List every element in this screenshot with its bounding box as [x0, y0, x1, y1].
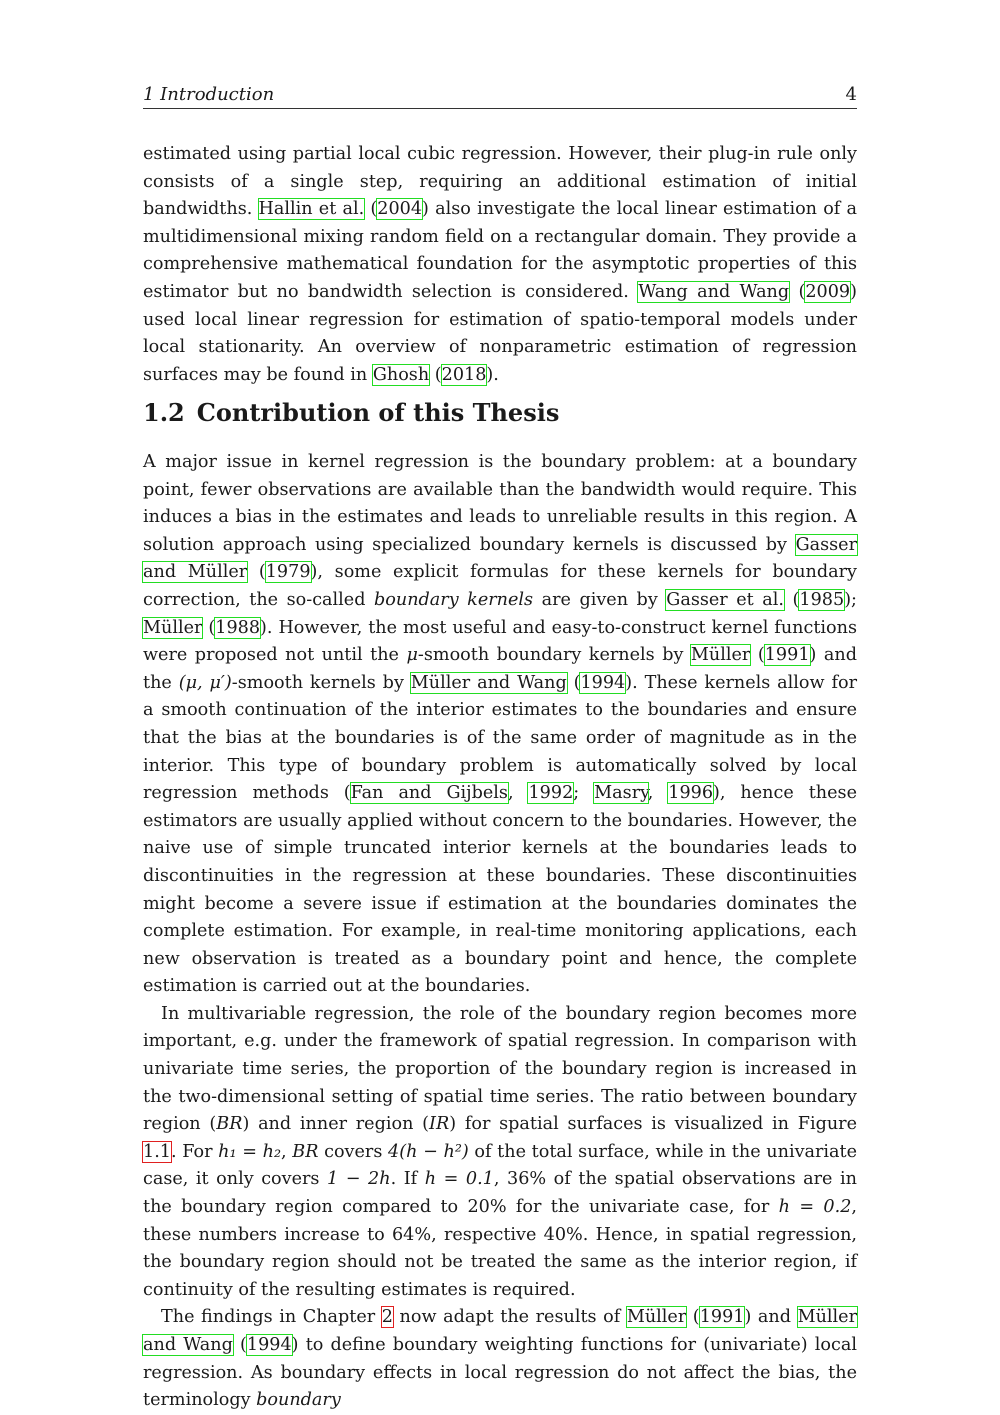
citation-year-link[interactable]: 1991 [699, 1307, 745, 1328]
text: . These kernels allow for a smooth continuation of the interior estimates to the boundaries and ensure that the bias at the boundaries is of the same order of magnitude as in the interior. This type of boundary problem is automatically solved by local regression methods ( [143, 672, 857, 804]
text: , [281, 1141, 293, 1162]
citation-link[interactable]: Müller [626, 1307, 687, 1328]
text: A major issue in kernel regression is the boundary problem: at a boundary point, fewer observations are available than the bandwidth would require. This induces a bias in the estimates and leads to unreliable results in this region. A solution approach using specialized boundary kernels is discussed by [143, 452, 857, 555]
text: used local linear regression for estimation of spatio-temporal models under local stationarity. An overview of nonparametric estimation of regression surfaces may be found in [143, 309, 857, 385]
chapter-title: 1 Introduction [143, 84, 275, 105]
text: now adapt the results of [392, 1307, 627, 1328]
math: (μ, μ′) [178, 672, 232, 693]
text: of the total surface, while in the univariate case, it only covers [143, 1141, 858, 1190]
text: and the [143, 645, 857, 693]
section-title: Contribution of this Thesis [196, 398, 560, 427]
text: -smooth kernels by [231, 672, 411, 693]
text: and [751, 1307, 798, 1328]
citation-link[interactable]: Müller and Wang [143, 1307, 857, 1355]
text: ), hence these estimators are usually applied without concern to the boundaries. However, the naive use of simple truncated interior kernels at the boundaries leads to discontinuities in the regression at these boundaries. These discontinuities might become a severe issue if estimation at the boundaries dominates the complete estimation. For example, in real-time monitoring applications, each new observation is treated as a boundary point and hence, the complete estimation is carried out at the boundaries. [143, 783, 857, 997]
citation-year-link[interactable]: 1985 [799, 589, 845, 610]
paragraph-multivariable [143, 1001, 857, 1305]
text: . For [170, 1141, 219, 1162]
citation-year-link[interactable]: 1994 [580, 672, 626, 693]
citation-year-link[interactable]: 1996 [668, 783, 714, 804]
text: covers [318, 1141, 389, 1162]
text: are given by [533, 589, 667, 610]
page-number: 4 [845, 84, 857, 105]
text: to define boundary weighting functions for (univariate) local regression. As boundary effects in local regression do not affect the bias, the terminology [143, 1335, 857, 1411]
text: -smooth boundary kernels by [417, 645, 691, 666]
citation-link[interactable]: Ghosh [372, 364, 430, 385]
citation-year-link[interactable]: 1988 [215, 617, 261, 638]
paragraph-boundary-problem: A major issue in kernel regression is the boundary problem: at a boundary point, fewer observations are available than the bandwidth would require. This induces a bias in the estimates and leads to unreliable results in this region. A solution approach using specialized boundary kernels is discussed by Gasser and Müller (1979), some explicit formulas for these kernels for boundary correction, the so-called boundary kernels are given by Gasser et al. (1985); Müller (1988). However, the most useful and easy-to-construct kernel functions were proposed not until the μ-smooth boundary kernels by Müller (1991) and the (μ, μ′)-smooth kernels by Müller and Wang (1994). These kernels allow for a smooth continuation of the interior estimates to the boundaries and ensure that the bias at the boundaries is of the same order of magnitude as in the interior. This type of boundary problem is automatically solved by local regression methods (Fan and Gijbels, 1992; Masry, 1996), hence these estimators are usually applied without concern to the boundaries. However, the naive use of simple truncated interior kernels at the boundaries leads to discontinuities in the regression at these boundaries. These discontinuities might become a severe issue if estimation at the boundaries dominates the complete estimation. For example, in real-time monitoring applications, each new observation is treated as a boundary point and hence, the complete estimation is carried out at the boundaries. [143, 452, 857, 997]
paragraph-findings: The findings in Chapter 2 now adapt the results of Müller (1991) and Müller and Wang (1994) to define boundary weighting functions for (univariate) local regression. As boundary effects in local regression do not affect the bias, the terminology boundary [143, 1307, 857, 1411]
running-header [143, 82, 857, 109]
math: BR [216, 1114, 243, 1135]
citation-link[interactable]: Müller [690, 645, 751, 666]
citation-year-link[interactable]: 1994 [246, 1335, 292, 1355]
figure-ref-link[interactable]: 1.1 [143, 1141, 171, 1162]
math: h = 0.2 [778, 1197, 852, 1218]
math: h₁ = h₂ [218, 1141, 281, 1162]
citation-year-link[interactable]: 2018 [441, 364, 487, 385]
citation-link[interactable]: Gasser and Müller [143, 534, 857, 583]
math: μ [406, 645, 418, 666]
math: IR [429, 1114, 450, 1135]
chapter-ref-link[interactable]: 2 [381, 1307, 393, 1328]
text: estimated using partial local cubic regression. However, their plug-in rule only consists of a single step, requiring an additional estimation of initial bandwidths. [143, 144, 857, 220]
citation-link[interactable]: Wang and Wang [638, 281, 790, 302]
citation-link[interactable]: Gasser et al. [666, 589, 784, 610]
math: 1 − 2h [327, 1169, 391, 1190]
text: In multivariable regression, the role of the boundary region becomes more important, e.g. under the framework of spatial regression. In comparison with univariate time series, the proportion of the boundary region is increased in the two-dimensional setting of spatial time series. The ratio between boundary region ( [143, 1003, 857, 1135]
citation-link[interactable]: Fan and Gijbels [350, 783, 508, 804]
text: . If [390, 1169, 425, 1190]
section-heading [143, 398, 559, 427]
math: 4(h − h²) [388, 1141, 469, 1162]
text: . However, the most useful and easy-to-construct kernel functions were proposed not until the [143, 617, 857, 666]
citation-link[interactable]: Hallin et al. [258, 199, 365, 220]
text: , 36% of the spatial observations are in the boundary region compared to 20% for the univariate case, for [143, 1169, 857, 1218]
citation-year-link[interactable]: 2009 [805, 281, 851, 302]
text: The findings in Chapter [161, 1307, 382, 1328]
citation-year-link[interactable]: 2004 [377, 199, 423, 220]
section-number: 1.2 [143, 398, 185, 427]
paragraph-intro-continued: estimated using partial local cubic regression. However, their plug-in rule only consists of a single step, requiring an additional estimation of initial bandwidths. Hallin et al. (2004) also investigate the local linear estimation of a multidimensional mixing random field on a rectangular domain. They provide a comprehensive mathematical foundation for the asymptotic properties of this estimator but no bandwidth selection is considered. Wang and Wang (2009) used local linear regression for estimation of spatio-temporal models under local stationarity. An overview of nonparametric estimation of regression surfaces may be found in Ghosh (2018). [143, 144, 857, 385]
text: ) and inner region ( [242, 1114, 430, 1135]
text: also investigate the local linear estimation of a multidimensional mixing random field on a rectangular domain. They provide a comprehensive mathematical foundation for the asymptotic properties of this estimator but no bandwidth selection is considered. [143, 199, 857, 302]
text: , these numbers increase to 64%, respective 40%. Hence, in spatial regression, the boundary region should not be treated the same as the interior region, if continuity of the resulting estimates is required. [143, 1197, 857, 1300]
text: . [493, 364, 499, 385]
text: , some explicit formulas for these kernels for boundary correction, the so-called [143, 562, 857, 610]
citation-year-link[interactable]: 1979 [265, 562, 311, 583]
math: h = 0.1 [424, 1169, 494, 1190]
section-body [143, 449, 857, 1415]
emphasis: boundary kernels [374, 589, 534, 610]
citation-year-link[interactable]: 1992 [528, 783, 574, 804]
text: ) for spatial surfaces is visualized in Figure [449, 1114, 858, 1135]
citation-year-link[interactable]: 1991 [764, 645, 810, 666]
citation-link[interactable]: Müller [143, 617, 203, 638]
citation-link[interactable]: Müller and Wang [410, 672, 567, 693]
citation-link[interactable]: Masry [594, 783, 648, 804]
math: BR [292, 1141, 319, 1162]
emphasis: boundary [256, 1390, 341, 1411]
